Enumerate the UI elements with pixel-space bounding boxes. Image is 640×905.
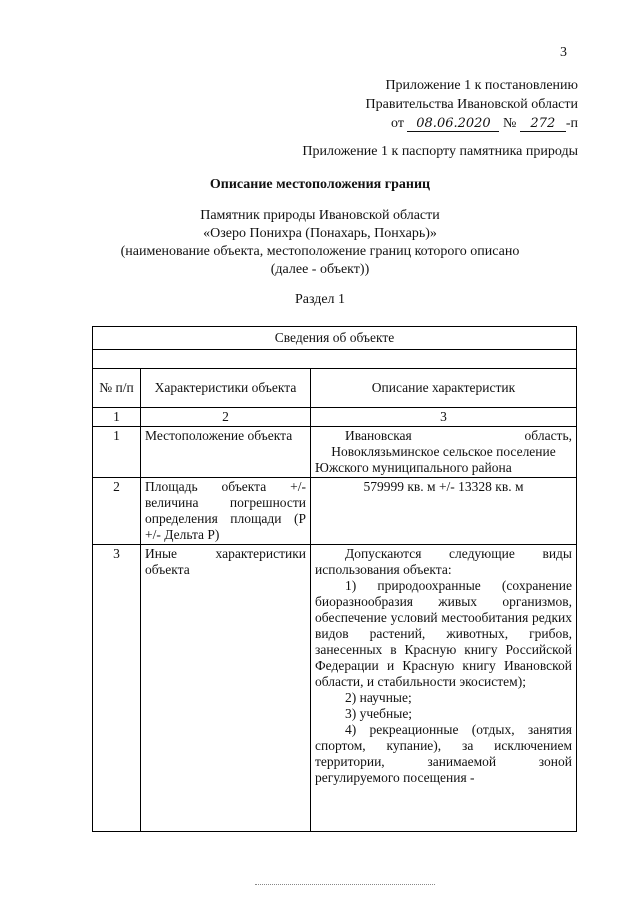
appendix-date-line: [366, 114, 578, 133]
object-name-block: [0, 207, 640, 279]
row-characteristic: Местоположение объекта: [141, 427, 311, 478]
header-number: № п/п: [93, 369, 141, 408]
object-line-3: (наименование объекта, местоположение границ которого описано: [120, 244, 520, 259]
appendix-block: [366, 76, 578, 133]
table-header-row: [93, 369, 577, 408]
page-number: 3: [560, 45, 567, 60]
table-row: [93, 478, 577, 545]
row-description: [311, 545, 577, 832]
object-line-4: (далее - объект)): [270, 262, 370, 277]
section-title: Раздел 1: [294, 292, 346, 307]
usage-item-3: 3) учебные;: [345, 706, 413, 721]
location-line-3: Южского муниципального района: [315, 460, 512, 475]
col-number-3: 3: [311, 408, 577, 427]
usage-item-1: 1) природоохранные (сохранение биоразнообразия живых организмов, обеспечение условий местообитания редких видов растений, животных, грибов, занесенных в Красную книгу Российской Федерации и Красную книгу Ивановской области, и стабильности экосистем);: [315, 578, 572, 689]
table-title: Сведения об объекте: [93, 327, 577, 350]
column-number-row: [93, 408, 577, 427]
handwritten-number: 272: [520, 116, 566, 132]
object-line-2: «Озеро Понихра (Понахарь, Понхарь)»: [203, 226, 437, 241]
row-characteristic: Иные характеристики объекта: [141, 545, 311, 832]
number-suffix: -п: [565, 116, 578, 131]
col-number-2: 2: [141, 408, 311, 427]
footer-scan-dots: [255, 884, 435, 887]
appendix-line-2: Правительства Ивановской области: [365, 97, 578, 112]
table-spacer-row: [93, 350, 577, 369]
header-description: Описание характеристик: [311, 369, 577, 408]
document-heading: Описание местоположения границ: [209, 177, 431, 192]
usage-item-4: 4) рекреационные (отдых, занятия спортом, купание), за исключением территории, занимаемой зоной регулируемого посещения -: [315, 722, 572, 785]
row-description: [311, 427, 577, 478]
row-number: 1: [93, 427, 141, 478]
table-spacer: [93, 350, 577, 369]
col-number-1: 1: [93, 408, 141, 427]
table-row: [93, 545, 577, 832]
passport-appendix: Приложение 1 к паспорту памятника природы: [302, 144, 578, 159]
row-characteristic: Площадь объекта +/- величина погрешности определения площади (Р +/- Дельта Р): [141, 478, 311, 545]
number-sign: №: [502, 116, 517, 131]
appendix-line-1: Приложение 1 к постановлению: [385, 78, 578, 93]
row-number: 2: [93, 478, 141, 545]
header-characteristics: Характеристики объекта: [141, 369, 311, 408]
object-line-1: Памятник природы Ивановской области: [200, 208, 440, 223]
usage-intro: Допускаются следующие виды использования объекта:: [315, 546, 572, 577]
row-description: 579999 кв. м +/- 13328 кв. м: [311, 478, 577, 545]
table-row: [93, 427, 577, 478]
date-prefix: от: [391, 116, 404, 131]
handwritten-date: 08.06.2020: [407, 116, 499, 132]
location-line-2: Новоклязьминское сельское поселение: [331, 444, 556, 459]
row-number: 3: [93, 545, 141, 832]
object-info-table: [92, 326, 577, 832]
table-title-row: [93, 327, 577, 350]
location-line-1: Ивановская область,: [345, 428, 572, 443]
usage-item-2: 2) научные;: [345, 690, 412, 705]
